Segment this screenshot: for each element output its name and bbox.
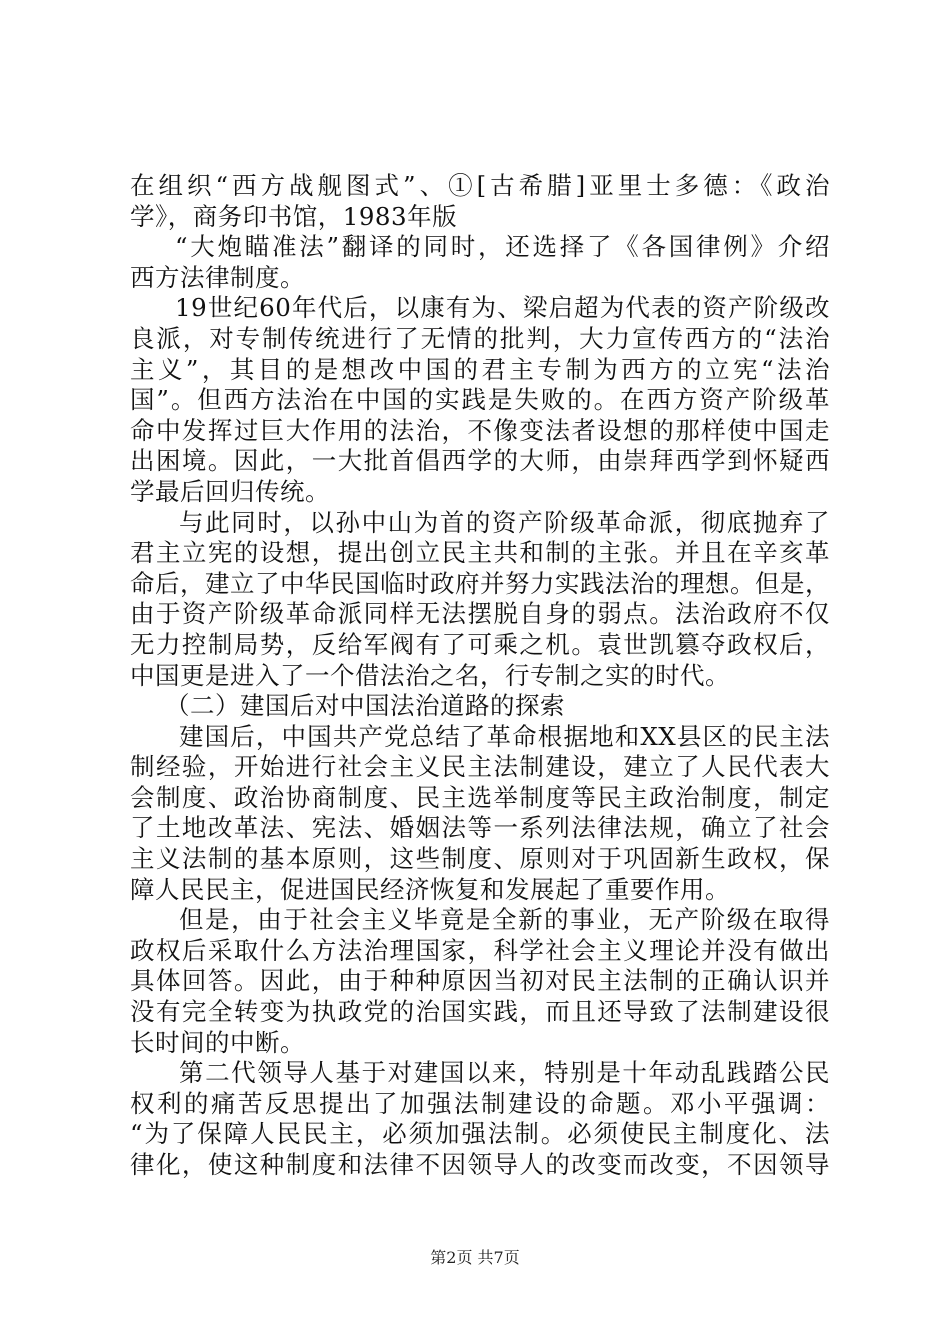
text-line: 在组织“西方战舰图式”、①[古希腊]亚里士多德：《政治 xyxy=(130,171,830,200)
text-line: 无力控制局势，反给军阀有了可乘之机。袁世凯篡夺政权后， xyxy=(130,629,830,659)
text-line: 具体回答。因此，由于种种原因当初对民主法制的正确认识并 xyxy=(130,966,830,996)
text-line: 主义法制的基本原则，这些制度、原则对于巩固新生政权，保 xyxy=(130,844,830,874)
text-line: “大炮瞄准法”翻译的同时，还选择了《各国律例》介绍 xyxy=(175,232,830,262)
document-body xyxy=(130,171,830,1181)
text-line: 了土地改革法、宪法、婚姻法等一系列法律法规，确立了社会 xyxy=(130,813,830,843)
text-line: 由于资产阶级革命派同样无法摆脱自身的弱点。法治政府不仅 xyxy=(130,599,830,629)
text-line: 障人民民主，促进国民经济恢复和发展起了重要作用。 xyxy=(130,874,730,904)
text-line: （二）建国后对中国法治道路的探索 xyxy=(165,691,565,721)
text-line: 与此同时，以孙中山为首的资产阶级革命派，彻底抛弃了 xyxy=(179,507,830,537)
text-line: 会制度、政治协商制度、民主选举制度等民主政治制度，制定 xyxy=(130,782,830,812)
text-line: 制经验，开始进行社会主义民主法制建设，建立了人民代表大 xyxy=(130,752,830,782)
text-line: 19世纪60年代后，以康有为、梁启超为代表的资产阶级改 xyxy=(175,293,830,323)
text-line: 律化，使这种制度和法律不因领导人的改变而改变，不因领导 xyxy=(130,1150,830,1179)
text-line: 西方法律制度。 xyxy=(130,262,305,292)
text-line: 出困境。因此，一大批首倡西学的大师，由崇拜西学到怀疑西 xyxy=(130,446,830,476)
text-line: 国”。但西方法治在中国的实践是失败的。在西方资产阶级革 xyxy=(130,385,830,415)
text-line: 但是，由于社会主义毕竟是全新的事业，无产阶级在取得 xyxy=(179,905,830,935)
text-line: 第二代领导人基于对建国以来，特别是十年动乱践踏公民 xyxy=(179,1058,830,1088)
page-footer xyxy=(0,1245,950,1268)
text-line: 良派，对专制传统进行了无情的批判，大力宣传西方的“法治 xyxy=(130,323,830,353)
text-line: “为了保障人民民主，必须加强法制。必须使民主制度化、法 xyxy=(130,1119,830,1149)
text-line: 命中发挥过巨大作用的法治，不像变法者设想的那样使中国走 xyxy=(130,415,830,445)
text-line: 中国更是进入了一个借法治之名，行专制之实的时代。 xyxy=(130,660,730,690)
text-line: 权利的痛苦反思提出了加强法制建设的命题。邓小平强调： xyxy=(130,1088,830,1118)
text-line: 没有完全转变为执政党的治国实践，而且还导致了法制建设很 xyxy=(130,997,830,1027)
text-line: 主义”，其目的是想改中国的君主专制为西方的立宪“法治 xyxy=(130,354,830,384)
text-line: 政权后采取什么方法治理国家，科学社会主义理论并没有做出 xyxy=(130,935,830,965)
text-line: 学》，商务印书馆，1983年版 xyxy=(130,201,458,231)
text-line: 学最后回归传统。 xyxy=(130,476,330,506)
text-line: 君主立宪的设想，提出创立民主共和制的主张。并且在辛亥革 xyxy=(130,538,830,568)
text-line: 建国后，中国共产党总结了革命根据地和XX县区的民主法 xyxy=(179,721,830,751)
text-line: 长时间的中断。 xyxy=(130,1027,305,1057)
page-number: 第2页 共7页 xyxy=(430,1248,520,1267)
text-line: 命后，建立了中华民国临时政府并努力实践法治的理想。但是， xyxy=(130,568,830,598)
